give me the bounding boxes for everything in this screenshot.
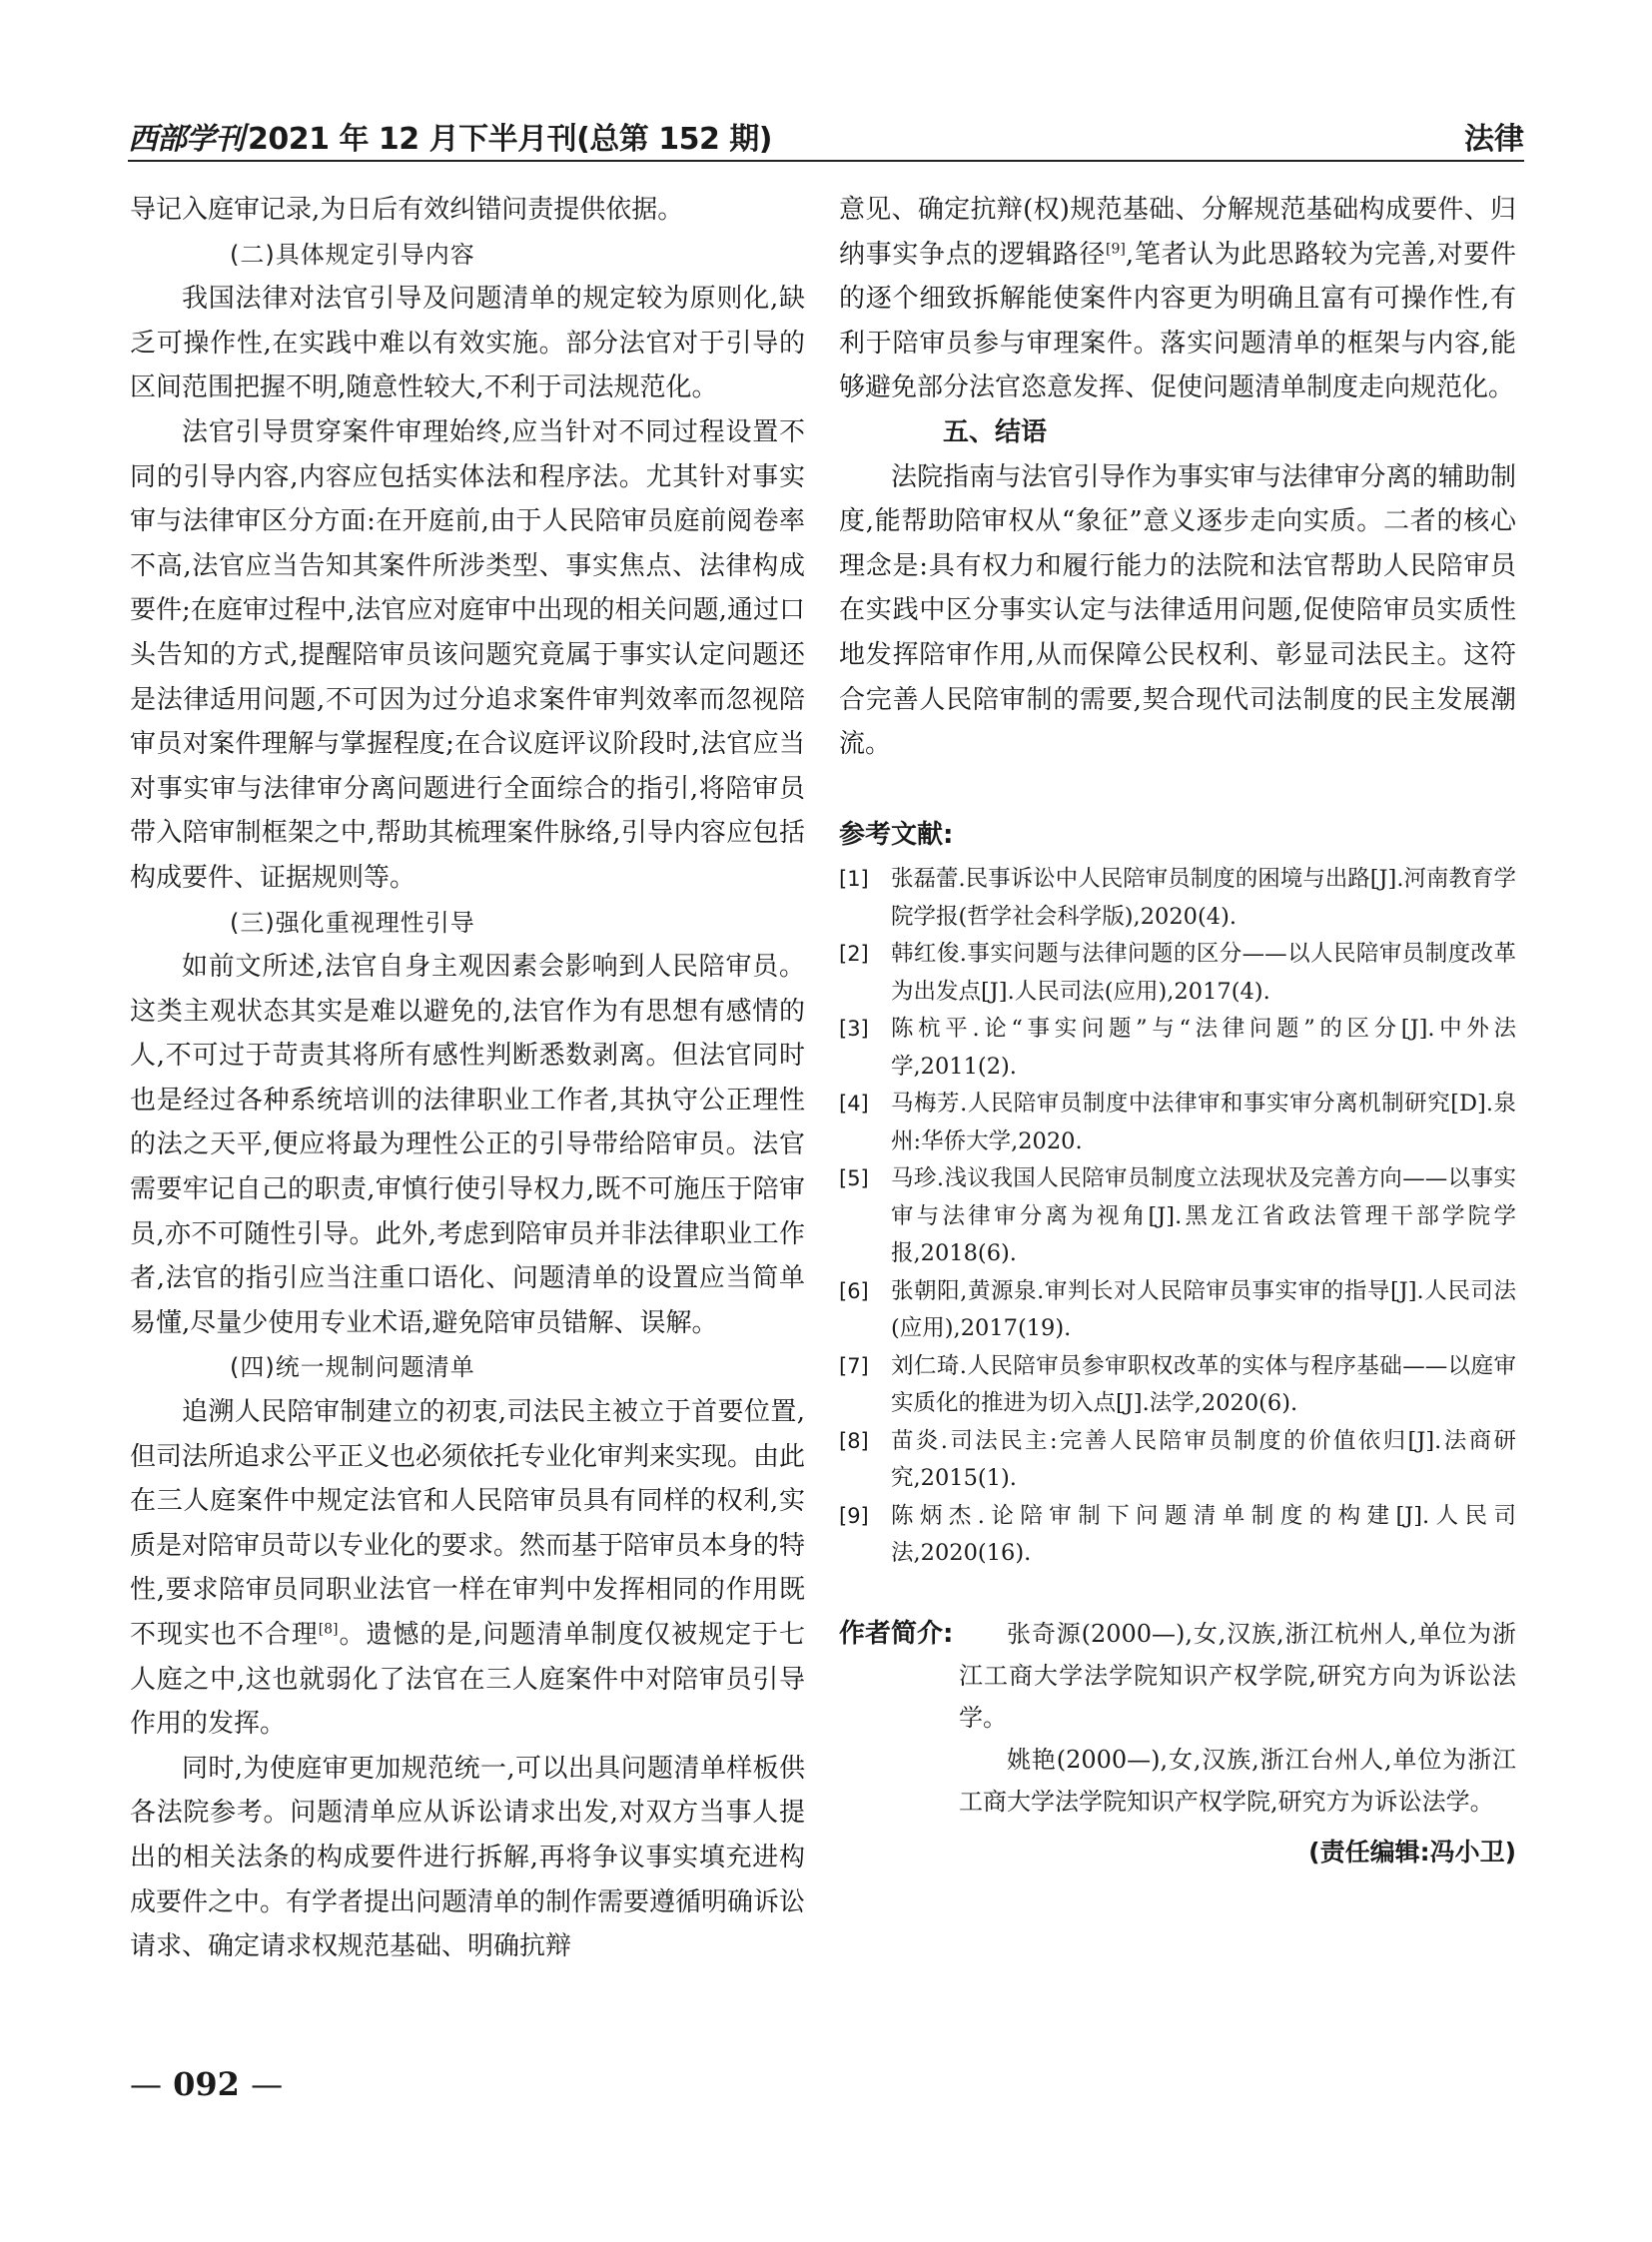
reference-number: [7] — [839, 1353, 869, 1378]
paragraph: 法官引导贯穿案件审理始终,应当针对不同过程设置不同的引导内容,内容应包括实体法和程序法。尤其针对事实审与法律审区分方面:在开庭前,由于人民陪审员庭前阅卷率不高,法官应当告知其案件所涉类型、事实焦点、法律构成要件;在庭审过程中,法官应对庭审中出现的相关问题,通过口头告知的方式,提醒陪审员该问题究竟属于事实认定问题还是法律适用问题,不可因为过分追求案件审判效率而忽视陪审员对案件理解与掌握程度;在合议庭评议阶段时,法官应当对事实审与法律审分离问题进行全面综合的指引,将陪审员带入陪审制框架之中,帮助其梳理案件脉络,引导内容应包括构成要件、证据规则等。 — [130, 416, 805, 893]
references-title: 参考文献: — [839, 819, 954, 850]
reference-text: 马珍.浅议我国人民陪审员制度立法现状及完善方向——以事实审与法律审分离为视角[J].黑龙江省政法管理干部学院学报,2018(6). — [891, 1165, 1516, 1267]
section-heading: 五、结语 — [943, 416, 1048, 447]
left-column — [130, 188, 805, 1969]
reference-text: 刘仁琦.人民陪审员参审职权改革的实体与程序基础——以庭审实质化的推进为切入点[J].法学,2020(6). — [891, 1352, 1516, 1417]
reference-text: 苗炎.司法民主:完善人民陪审员制度的价值依归[J].法商研究,2015(1). — [891, 1427, 1516, 1492]
paragraph: 法院指南与法官引导作为事实审与法律审分离的辅助制度,能帮助陪审权从“象征”意义逐步走向实质。二者的核心理念是:具有权力和履行能力的法院和法官帮助人民陪审员在实践中区分事实认定与法律适用问题,促使陪审员实质性地发挥陪审作用,从而保障公民权利、彰显司法民主。这符合完善人民陪审制的需要,契合现代司法制度的民主发展潮流。 — [839, 461, 1516, 760]
reference-number: [1] — [839, 867, 869, 892]
page-number: 092 — [173, 2065, 240, 2103]
reference-item — [839, 1348, 1516, 1423]
paragraph-text: 意见、确定抗辩(权)规范基础、分解规范基础构成要件、归纳事实争点的逻辑路径 — [839, 195, 1516, 270]
journal-logo: 西部学刊 — [128, 122, 244, 157]
paragraph — [130, 1390, 805, 1747]
reference-text: 马梅芳.人民陪审员制度中法律审和事实审分离机制研究[D].泉州:华侨大学,2020. — [891, 1091, 1516, 1154]
section-label: 法律 — [1464, 122, 1524, 157]
citation-mark: [8] — [318, 1621, 339, 1638]
paragraph-text: ,笔者认为此思路较为完善,对要件的逐个细致拆解能使案件内容更为明确且富有可操作性,有利于陪审员参与审理案件。落实问题清单的框架与内容,能够避免部分法官恣意发挥、促使问题清单制度走向规范化。 — [839, 239, 1516, 403]
reference-text: 陈炳杰.论陪审制下问题清单制度的构建[J].人民司法,2020(16). — [891, 1502, 1516, 1567]
reference-item — [839, 861, 1516, 936]
paragraph — [839, 188, 1516, 410]
right-column — [839, 188, 1516, 1874]
paragraph: 同时,为使庭审更加规范统一,可以出具问题清单样板供各法院参考。问题清单应从诉讼请求出发,对双方当事人提出的相关法条的构成要件进行拆解,再将争议事实填充进构成要件之中。有学者提出问题清单的制作需要遵循明确诉讼请求、确定请求权规范基础、明确抗辩 — [130, 1753, 806, 1962]
reference-text: 陈杭平.论“事实问题”与“法律问题”的区分[J].中外法学,2011(2). — [891, 1016, 1516, 1080]
reference-item — [839, 1423, 1516, 1498]
reference-number: [5] — [839, 1166, 869, 1191]
author-info — [839, 1613, 1516, 1823]
issue-info: 2021 年 12 月下半月刊(总第 152 期) — [248, 122, 773, 157]
paragraph-text: 。遗憾的是,问题清单制度仅被规定于七人庭之中,这也就弱化了法官在三人庭案件中对陪审员引导作用的发挥。 — [130, 1620, 805, 1740]
author-bio: 张奇源(2000—),女,汉族,浙江杭州人,单位为浙江工商大学法学院知识产权学院,研究方向为诉讼法学。 — [959, 1619, 1516, 1732]
subheading: (二)具体规定引导内容 — [230, 240, 475, 269]
editor-credit: (责任编辑:冯小卫) — [1308, 1837, 1516, 1867]
author-body — [959, 1613, 1516, 1823]
footer-dash: — — [251, 2065, 284, 2103]
subheading: (三)强化重视理性引导 — [230, 908, 475, 937]
reference-text: 张磊蕾.民事诉讼中人民陪审员制度的困境与出路[J].河南教育学院学报(哲学社会科学版),2020(4). — [891, 866, 1516, 930]
paragraph: 我国法律对法官引导及问题清单的规定较为原则化,缺乏可操作性,在实践中难以有效实施。部分法官对于引导的区间范围把握不明,随意性较大,不利于司法规范化。 — [130, 284, 805, 403]
header-rule — [128, 160, 1524, 162]
reference-item — [839, 1498, 1516, 1573]
paragraph: 如前文所述,法官自身主观因素会影响到人民陪审员。这类主观状态其实是难以避免的,法官作为有思想有感情的人,不可过于苛责其将所有感性判断悉数剥离。但法官同时也是经过各种系统培训的法律职业工作者,其执守公正理性的法之天平,便应将最为理性公正的引导带给陪审员。法官需要牢记自己的职责,审慎行使引导权力,既不可施压于陪审员,亦不可随性引导。此外,考虑到陪审员并非法律职业工作者,法官的指引应当注重口语化、问题清单的设置应当简单易懂,尽量少使用专业术语,避免陪审员错解、误解。 — [130, 952, 805, 1338]
subheading: (四)统一规制问题清单 — [230, 1353, 475, 1382]
page-header — [128, 112, 1524, 157]
reference-number: [4] — [839, 1092, 869, 1117]
reference-number: [2] — [839, 942, 869, 967]
reference-text: 韩红俊.事实问题与法律问题的区分——以人民陪审员制度改革为出发点[J].人民司法(应用),2017(4). — [891, 941, 1516, 1005]
reference-text: 张朝阳,黄源泉.审判长对人民陪审员事实审的指导[J].人民司法(应用),2017(19). — [891, 1277, 1516, 1342]
reference-item — [839, 1011, 1516, 1086]
reference-number: [3] — [839, 1017, 869, 1042]
citation-mark: [9] — [1106, 240, 1126, 257]
paragraph: 导记入庭审记录,为日后有效纠错问责提供依据。 — [130, 195, 684, 225]
author-label: 作者简介: — [839, 1618, 954, 1649]
reference-item — [839, 1086, 1516, 1160]
author-bio: 姚艳(2000—),女,汉族,浙江台州人,单位为浙江工商大学法学院知识产权学院,研究方为诉讼法学。 — [959, 1745, 1516, 1816]
page-footer — [130, 2065, 283, 2103]
reference-item — [839, 1160, 1516, 1273]
reference-number: [9] — [839, 1503, 869, 1528]
reference-item — [839, 1273, 1516, 1348]
reference-number: [6] — [839, 1278, 869, 1303]
paragraph-text: 追溯人民陪审制建立的初衷,司法民主被立于首要位置,但司法所追求公平正义也必须依托专业化审判来实现。由此在三人庭案件中规定法官和人民陪审员具有同样的权利,实质是对陪审员苛以专业化的要求。然而基于陪审员本身的特性,要求陪审员同职业法官一样在审判中发挥相同的作用既不现实也不合理 — [130, 1397, 806, 1650]
reference-number: [8] — [839, 1428, 869, 1453]
reference-list — [839, 861, 1516, 1573]
footer-dash: — — [130, 2065, 162, 2103]
reference-item — [839, 936, 1516, 1011]
